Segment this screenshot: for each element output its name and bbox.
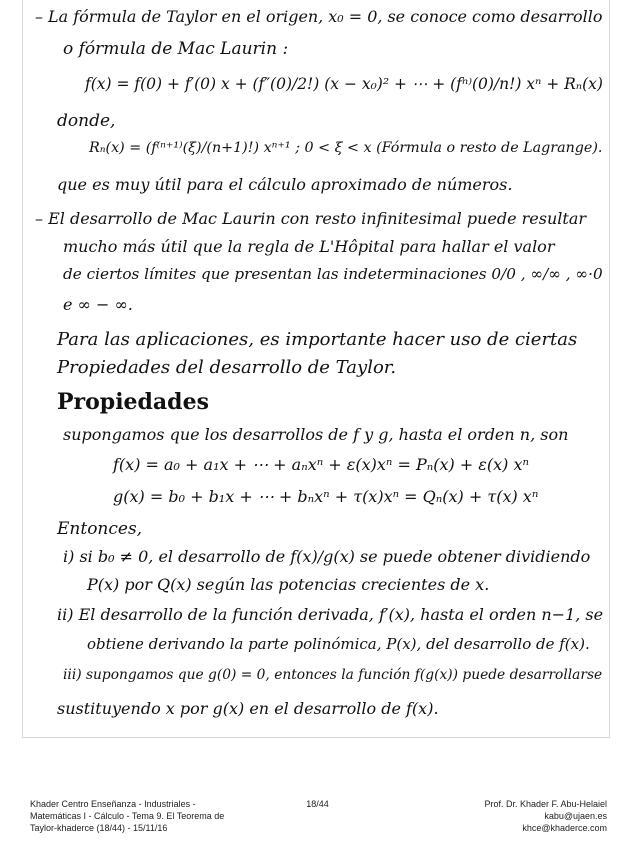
property-ii-line-2: obtiene derivando la parte polinómica, P(x), del desarrollo de f(x). [87, 635, 590, 653]
text-line-7: – El desarrollo de Mac Laurin con resto infinitesimal puede resultar [35, 209, 586, 228]
text-line-2: o fórmula de Mac Laurin : [63, 39, 289, 59]
formula-f-expansion: f(x) = a₀ + a₁x + ⋯ + aₙxⁿ + ε(x)xⁿ = Pₙ(x) + ε(x) xⁿ [113, 455, 529, 474]
text-line-9: de ciertos límites que presentan las indeterminaciones 0/0 , ∞/∞ , ∞·0 [63, 265, 603, 283]
property-i-line-2: P(x) por Q(x) según las potencias crecientes de x. [87, 575, 490, 594]
text-line-10: e ∞ − ∞. [63, 295, 133, 314]
page-footer [22, 798, 613, 840]
section-heading-propiedades: Propiedades [57, 389, 209, 415]
footer-page-number: 18/44 [306, 799, 329, 809]
property-iii-line-2: sustituyendo x por g(x) en el desarrollo de f(x). [57, 699, 439, 718]
footer-author-name: Prof. Dr. Khader F. Abu-Helaiel [484, 799, 607, 809]
text-line-1: – La fórmula de Taylor en el origen, x₀ = 0, se conoce como desarrollo [35, 7, 603, 26]
footer-left-line-2: Matemáticas I - Cálculo - Tema 9. El Teorema de [30, 811, 225, 821]
property-iii-line-1: iii) supongamos que g(0) = 0, entonces la función f(g(x)) puede desarrollarse [63, 667, 603, 683]
text-line-8: mucho más útil que la regla de L'Hôpital para hallar el valor [63, 237, 555, 256]
maclaurin-formula: f(x) = f(0) + f′(0) x + (f″(0)/2!) (x − x₀)² + ⋯ + (fⁿ⁾(0)/n!) xⁿ + Rₙ(x) [85, 75, 603, 93]
footer-left-line-1: Khader Centro Enseñanza - Industriales - [30, 799, 196, 809]
footer-email-1: kabu@ujaen.es [544, 811, 607, 821]
text-line-6: que es muy útil para el cálculo aproximado de números. [57, 175, 513, 194]
handwritten-page [22, 0, 610, 738]
footer-left-line-3: Taylor-khaderce (18/44) - 15/11/16 [30, 823, 168, 833]
formula-g-expansion: g(x) = b₀ + b₁x + ⋯ + bₙxⁿ + τ(x)xⁿ = Qₙ(x) + τ(x) xⁿ [113, 487, 539, 506]
property-i-line-1: i) si b₀ ≠ 0, el desarrollo de f(x)/g(x) se puede obtener dividiendo [63, 547, 591, 566]
property-ii-line-1: ii) El desarrollo de la función derivada, f′(x), hasta el orden n−1, se [57, 605, 604, 624]
text-line-14: supongamos que los desarrollos de f y g, hasta el orden n, son [63, 425, 569, 444]
text-line-entonces: Entonces, [57, 519, 143, 539]
footer-author-info [484, 798, 607, 834]
lagrange-remainder-formula: Rₙ(x) = (f⁽ⁿ⁺¹⁾(ξ)/(n+1)!) xⁿ⁺¹ ; 0 < ξ < x (Fórmula o resto de Lagrange). [89, 140, 603, 156]
text-line-12: Propiedades del desarrollo de Taylor. [57, 357, 397, 378]
text-line-donde: donde, [57, 111, 116, 131]
footer-email-2: khce@khaderce.com [522, 823, 607, 833]
text-line-11: Para las aplicaciones, es importante hacer uso de ciertas [57, 329, 578, 350]
